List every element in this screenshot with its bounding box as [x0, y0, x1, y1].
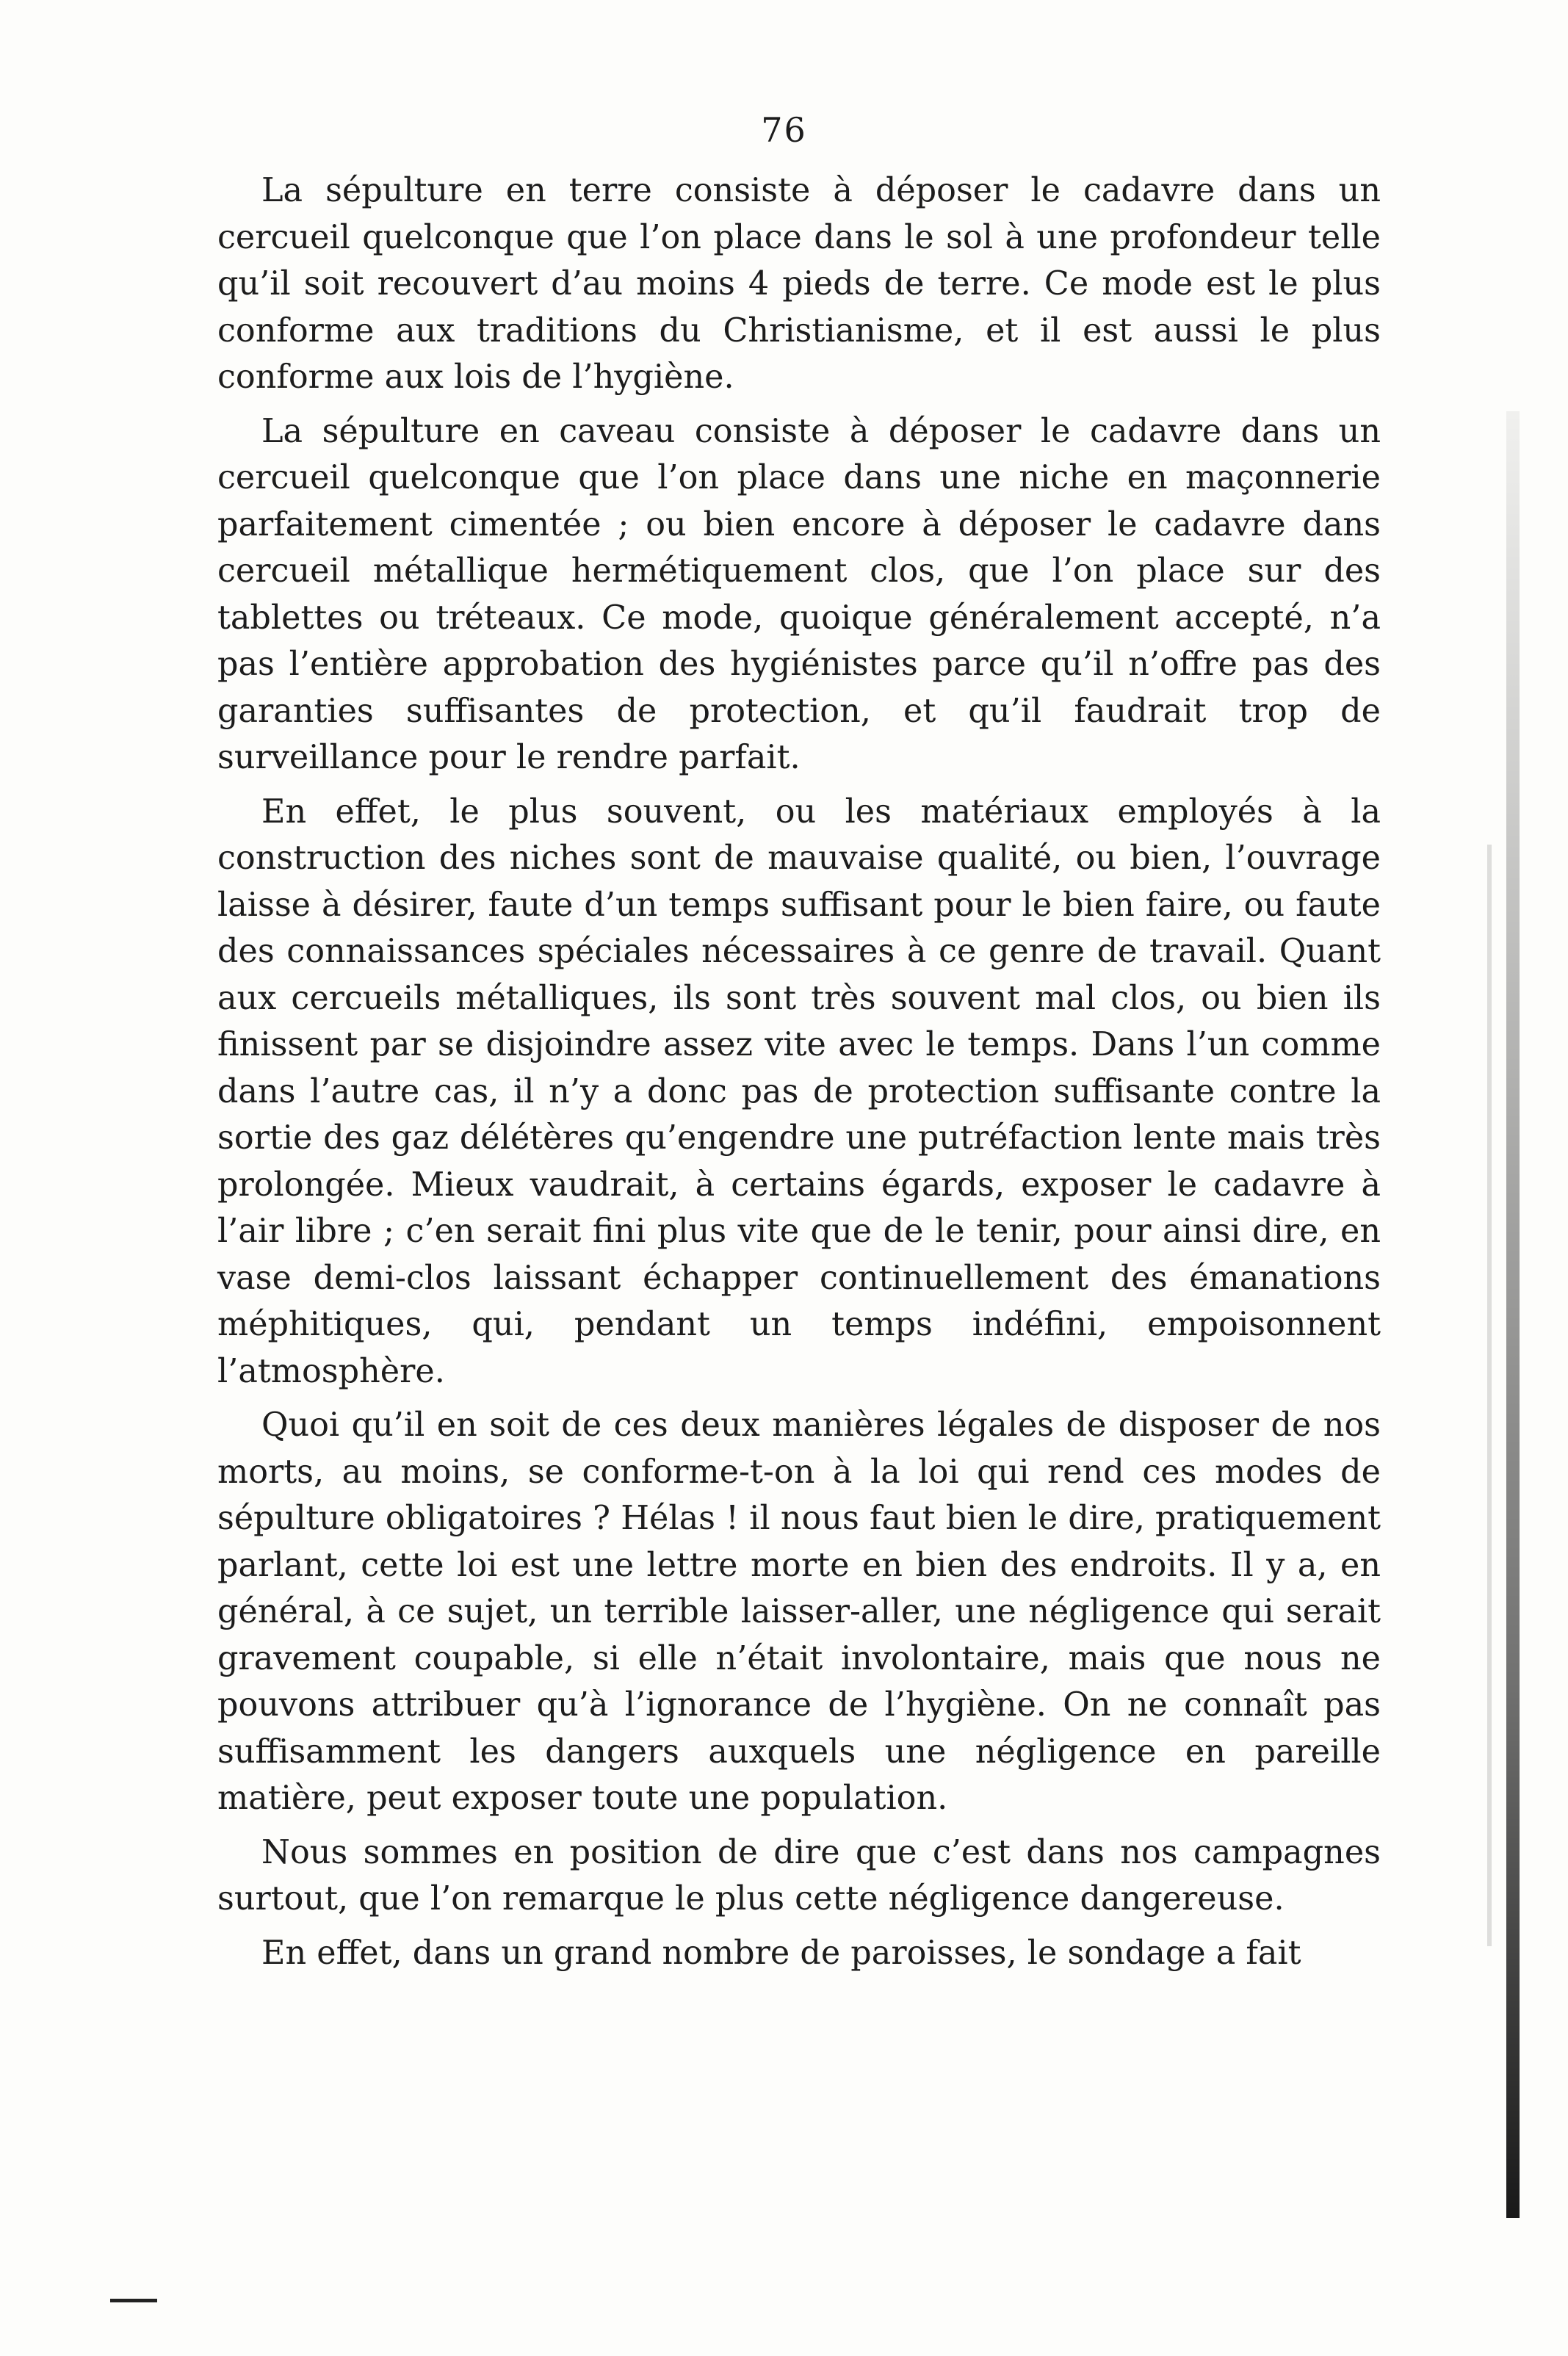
scan-edge-inner-shadow: [1487, 845, 1492, 1946]
scan-corner-mark: [110, 2299, 157, 2302]
body-text: [217, 167, 1381, 1984]
page-number: 76: [761, 110, 807, 150]
paragraph-5: Nous sommes en position de dire que c’est dans nos campagnes surtout, que l’on remarque le plus cette négligence dangereuse.: [217, 1833, 1381, 1918]
paragraph-1: La sépulture en terre consiste à déposer le cadavre dans un cercueil quelconque que l’on place dans le sol à une profondeur telle qu’il soit recouvert d’au moins 4 pieds de terre. Ce mode est le plus conforme aux traditions du Christianisme, et il est aussi le plus conforme aux lois de l’hygiène.: [217, 172, 1381, 396]
paragraph-3: En effet, le plus souvent, ou les matériaux employés à la construction des niches sont de mauvaise qualité, ou bien, l’ouvrage laisse à désirer, faute d’un temps suffisant pour le bien faire, ou faute des connaissances spéciales nécessaires à ce genre de travail. Quant aux cercueils métalliques, ils sont très souvent mal clos, ou bien ils finissent par se disjoindre assez vite avec le temps. Dans l’un comme dans l’autre cas, il n’y a donc pas de protection suffisante contre la sortie des gaz délétères qu’engendre une putréfaction lente mais très prolongée. Mieux vaudrait, à certains égards, exposer le cadavre à l’air libre ; c’en serait fini plus vite que de le tenir, pour ainsi dire, en vase demi-clos laissant échapper continuellement des émanations méphitiques, qui, pendant un temps indéfini, empoisonnent l’atmosphère.: [217, 792, 1381, 1390]
paragraph-4: Quoi qu’il en soit de ces deux manières légales de disposer de nos morts, au moins, se conforme-t-on à la loi qui rend ces modes de sépulture obligatoires ? Hélas ! il nous faut bien le dire, pratiquement parlant, cette loi est une lettre morte en bien des endroits. Il y a, en général, à ce sujet, un terrible laisser-aller, une négligence qui serait gravement coupable, si elle n’était involontaire, mais que nous ne pouvons attribuer qu’à l’ignorance de l’hygiène. On ne connaît pas suffisamment les dangers auxquels une négligence en pareille matière, peut exposer toute une population.: [217, 1406, 1381, 1817]
paragraph-2: La sépulture en caveau consiste à déposer le cadavre dans un cercueil quelconque que l’on place dans une niche en maçonnerie parfaitement cimentée ; ou bien encore à déposer le cadavre dans cercueil métallique hermétiquement clos, que l’on place sur des tablettes ou tréteaux. Ce mode, quoique généralement accepté, n’a pas l’entière approbation des hygiénistes parce qu’il n’offre pas des garanties suffisantes de protection, et qu’il faudrait trop de surveillance pour le rendre parfait.: [217, 412, 1381, 776]
scan-edge-shadow: [1506, 411, 1520, 2218]
paragraph-6: En effet, dans un grand nombre de paroisses, le sondage a fait: [261, 1934, 1301, 1972]
